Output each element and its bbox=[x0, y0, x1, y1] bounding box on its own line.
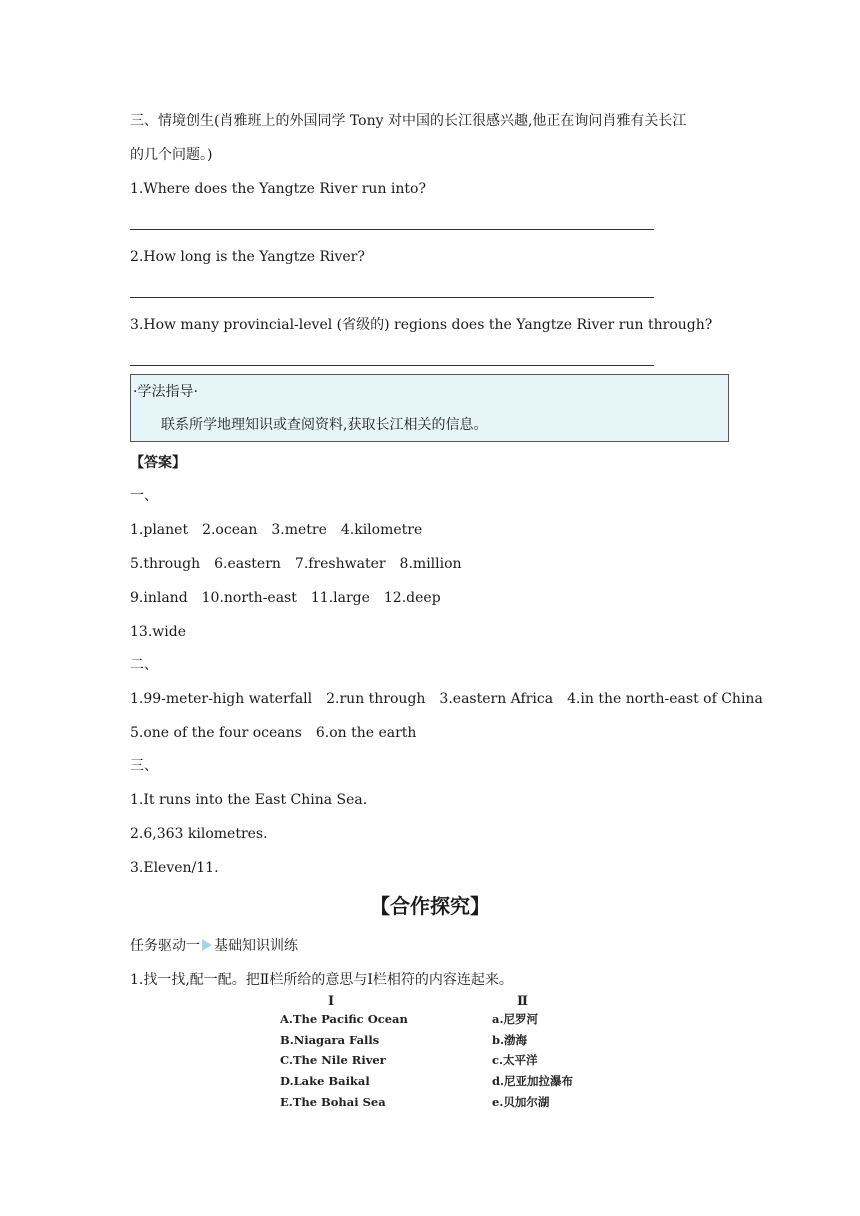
study-tip-content: 联系所学地理知识或查阅资料,获取长江相关的信息。 bbox=[161, 417, 488, 433]
section3-intro-line2: 的几个问题。) bbox=[130, 147, 213, 163]
answers-part2-line: 5.one of the four oceans 6.on the earth bbox=[130, 725, 417, 741]
answers-part1-label: 一、 bbox=[130, 488, 158, 504]
study-tip-box bbox=[130, 374, 729, 442]
section3-intro-line1: 三、情境创生(肖雅班上的外国同学 Tony 对中国的长江很感兴趣,他正在询问肖雅有关长江 bbox=[130, 113, 687, 129]
match-item-right: a.尼罗河 bbox=[492, 1012, 538, 1026]
match-item-left: D.Lake Baikal bbox=[280, 1074, 370, 1088]
match-item-right: b.渤海 bbox=[492, 1033, 528, 1047]
match-item-right: e.贝加尔湖 bbox=[492, 1095, 550, 1109]
study-tip-title: ·学法指导· bbox=[133, 384, 198, 400]
answer-line-1[interactable] bbox=[130, 229, 654, 230]
task-suffix: 基础知识训练 bbox=[214, 938, 298, 954]
section-title: 【合作探究】 bbox=[370, 894, 490, 918]
match-item-right: c.太平洋 bbox=[492, 1053, 538, 1067]
task-heading bbox=[130, 937, 298, 955]
task-prefix: 任务驱动一 bbox=[130, 938, 200, 954]
question-1: 1.Where does the Yangtze River run into? bbox=[130, 181, 426, 197]
match-item-left: C.The Nile River bbox=[280, 1053, 386, 1067]
answer-line-3[interactable] bbox=[130, 365, 654, 366]
question-2: 2.How long is the Yangtze River? bbox=[130, 249, 365, 265]
answers-part3-line: 2.6,363 kilometres. bbox=[130, 826, 268, 842]
answers-part3-line: 3.Eleven/11. bbox=[130, 860, 219, 876]
column-1-header: Ⅰ bbox=[328, 994, 335, 1009]
answers-part1-line: 1.planet 2.ocean 3.metre 4.kilometre bbox=[130, 522, 423, 538]
answers-part1-line: 13.wide bbox=[130, 624, 186, 640]
answers-part3-line: 1.It runs into the East China Sea. bbox=[130, 792, 368, 808]
match-item-left: A.The Pacific Ocean bbox=[280, 1012, 408, 1026]
answers-part2-label: 二、 bbox=[130, 657, 158, 673]
match-item-left: E.The Bohai Sea bbox=[280, 1095, 386, 1109]
arrow-right-icon bbox=[201, 938, 213, 952]
match-item-left: B.Niagara Falls bbox=[280, 1033, 380, 1047]
answers-part1-line: 5.through 6.eastern 7.freshwater 8.million bbox=[130, 556, 462, 572]
answers-heading: 【答案】 bbox=[130, 455, 186, 471]
matching-instruction: 1.找一找,配一配。把Ⅱ栏所给的意思与Ⅰ栏相符的内容连起来。 bbox=[130, 972, 513, 988]
answers-part3-label: 三、 bbox=[130, 758, 158, 774]
answers-part1-line: 9.inland 10.north-east 11.large 12.deep bbox=[130, 590, 441, 606]
match-item-right: d.尼亚加拉瀑布 bbox=[492, 1074, 574, 1088]
answer-line-2[interactable] bbox=[130, 297, 654, 298]
column-2-header: Ⅱ bbox=[517, 994, 528, 1009]
answers-part2-line: 1.99-meter-high waterfall 2.run through 3.eastern Africa 4.in the north-east of China bbox=[130, 691, 763, 707]
question-3: 3.How many provincial-level (省级的) regions does the Yangtze River run through? bbox=[130, 317, 713, 333]
